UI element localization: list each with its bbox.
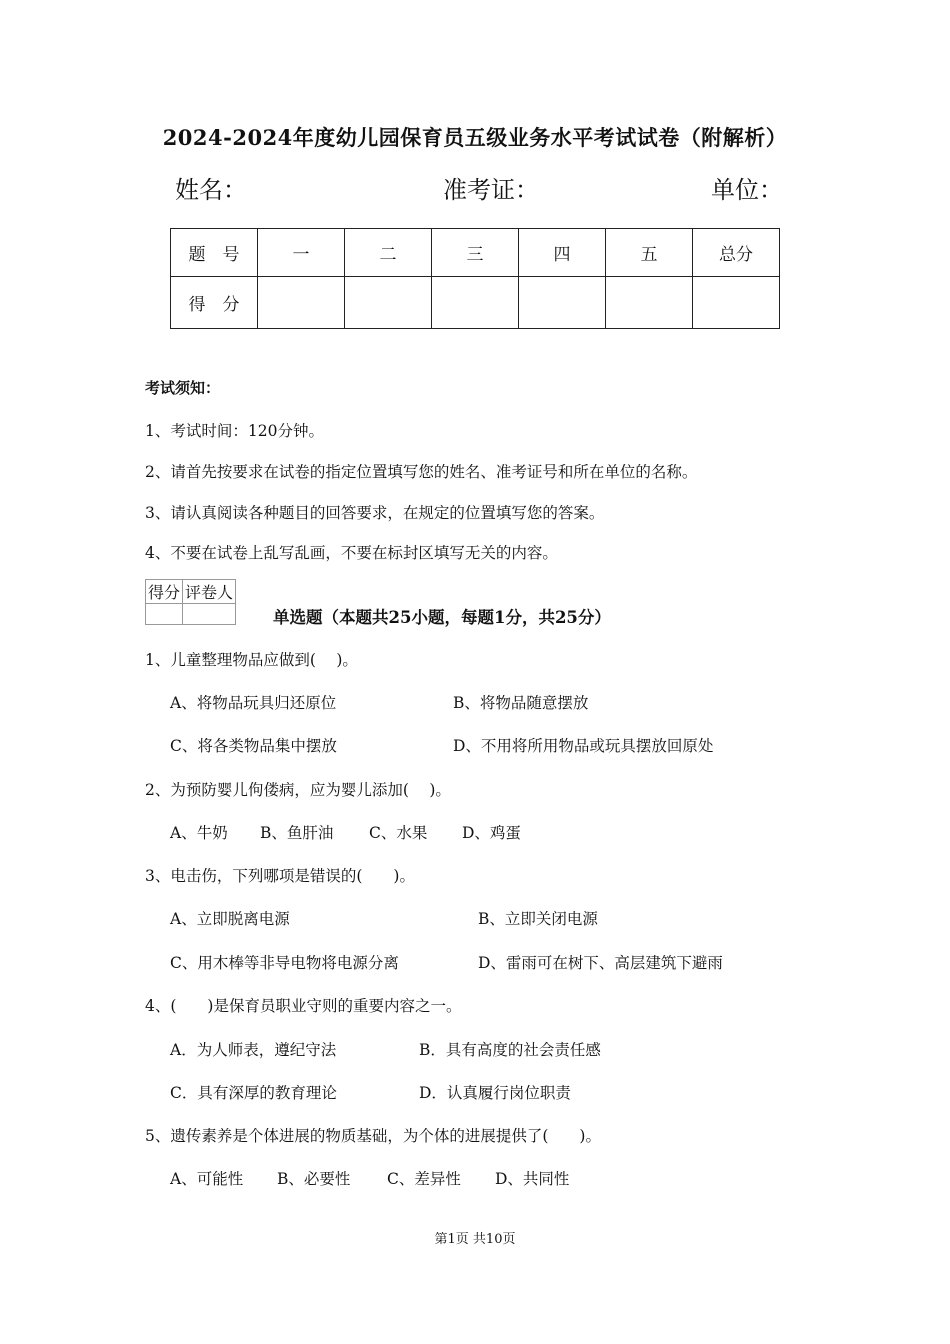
score-table-score-row <box>171 277 780 329</box>
option-d: D、鸡蛋 <box>462 824 521 842</box>
option-c: C、将各类物品集中摆放 <box>170 737 337 755</box>
notice-item: 1、考试时间：120分钟。 <box>145 422 324 440</box>
notice-item: 2、请首先按要求在试卷的指定位置填写您的姓名、准考证号和所在单位的名称。 <box>145 463 698 481</box>
option-d: D、雷雨可在树下、高层建筑下避雨 <box>478 954 723 972</box>
option-a: A、将物品玩具归还原位 <box>170 694 337 712</box>
option-d: D、不用将所用物品或玩具摆放回原处 <box>453 737 714 755</box>
notice-item: 3、请认真阅读各种题目的回答要求，在规定的位置填写您的答案。 <box>145 504 605 522</box>
notice-item: 4、不要在试卷上乱写乱画，不要在标封区填写无关的内容。 <box>145 544 558 562</box>
grader-box <box>145 579 236 625</box>
score-row-label: 得 分 <box>171 277 258 329</box>
option-b: B、立即关闭电源 <box>478 910 598 928</box>
option-a: A、立即脱离电源 <box>170 910 290 928</box>
option-a: A、可能性 <box>170 1170 244 1188</box>
score-header-cell: 二 <box>345 229 432 277</box>
grader-reviewer-label: 评卷人 <box>183 580 236 604</box>
question-stem: 4、( )是保育员职业守则的重要内容之一。 <box>145 997 462 1015</box>
score-cell[interactable] <box>606 277 693 329</box>
option-b: B、将物品随意摆放 <box>453 694 589 712</box>
option-a: A．为人师表，遵纪守法 <box>170 1041 337 1059</box>
score-table-header-row <box>171 229 780 277</box>
question-stem: 1、儿童整理物品应做到( )。 <box>145 651 358 669</box>
score-cell[interactable] <box>519 277 606 329</box>
score-header-cell: 题 号 <box>171 229 258 277</box>
score-cell[interactable] <box>693 277 780 329</box>
option-d: D、共同性 <box>495 1170 570 1188</box>
exam-id-field-label: 准考证： <box>443 176 539 204</box>
option-b: B．具有高度的社会责任感 <box>419 1041 601 1059</box>
unit-field-label: 单位： <box>711 176 783 204</box>
question-stem: 5、遗传素养是个体进展的物质基础，为个体的进展提供了( )。 <box>145 1127 601 1145</box>
page-number: 第1页 共10页 <box>434 1232 516 1247</box>
grader-score-cell[interactable] <box>146 604 183 625</box>
score-header-cell: 四 <box>519 229 606 277</box>
option-d: D．认真履行岗位职责 <box>419 1084 571 1102</box>
name-field-label: 姓名： <box>175 176 247 204</box>
option-c: C、用木棒等非导电物将电源分离 <box>170 954 399 972</box>
score-table <box>170 228 780 329</box>
score-header-cell: 总分 <box>693 229 780 277</box>
option-a: A、牛奶 <box>170 824 228 842</box>
score-header-cell: 一 <box>258 229 345 277</box>
score-cell[interactable] <box>432 277 519 329</box>
option-b: B、鱼肝油 <box>260 824 334 842</box>
grader-score-label: 得分 <box>146 580 183 604</box>
option-c: C、水果 <box>369 824 428 842</box>
option-c: C．具有深厚的教育理论 <box>170 1084 337 1102</box>
grader-reviewer-cell[interactable] <box>183 604 236 625</box>
score-header-cell: 五 <box>606 229 693 277</box>
section-title: 单选题（本题共25小题，每题1分，共25分） <box>273 608 611 627</box>
option-c: C、差异性 <box>387 1170 461 1188</box>
score-cell[interactable] <box>258 277 345 329</box>
score-cell[interactable] <box>345 277 432 329</box>
notice-heading: 考试须知： <box>145 379 221 397</box>
score-header-cell: 三 <box>432 229 519 277</box>
exam-title: 2024-2024年度幼儿园保育员五级业务水平考试试卷（附解析） <box>162 125 788 150</box>
question-stem: 3、电击伤，下列哪项是错误的( )。 <box>145 867 415 885</box>
question-stem: 2、为预防婴儿佝偻病，应为婴儿添加( )。 <box>145 781 451 799</box>
option-b: B、必要性 <box>277 1170 351 1188</box>
